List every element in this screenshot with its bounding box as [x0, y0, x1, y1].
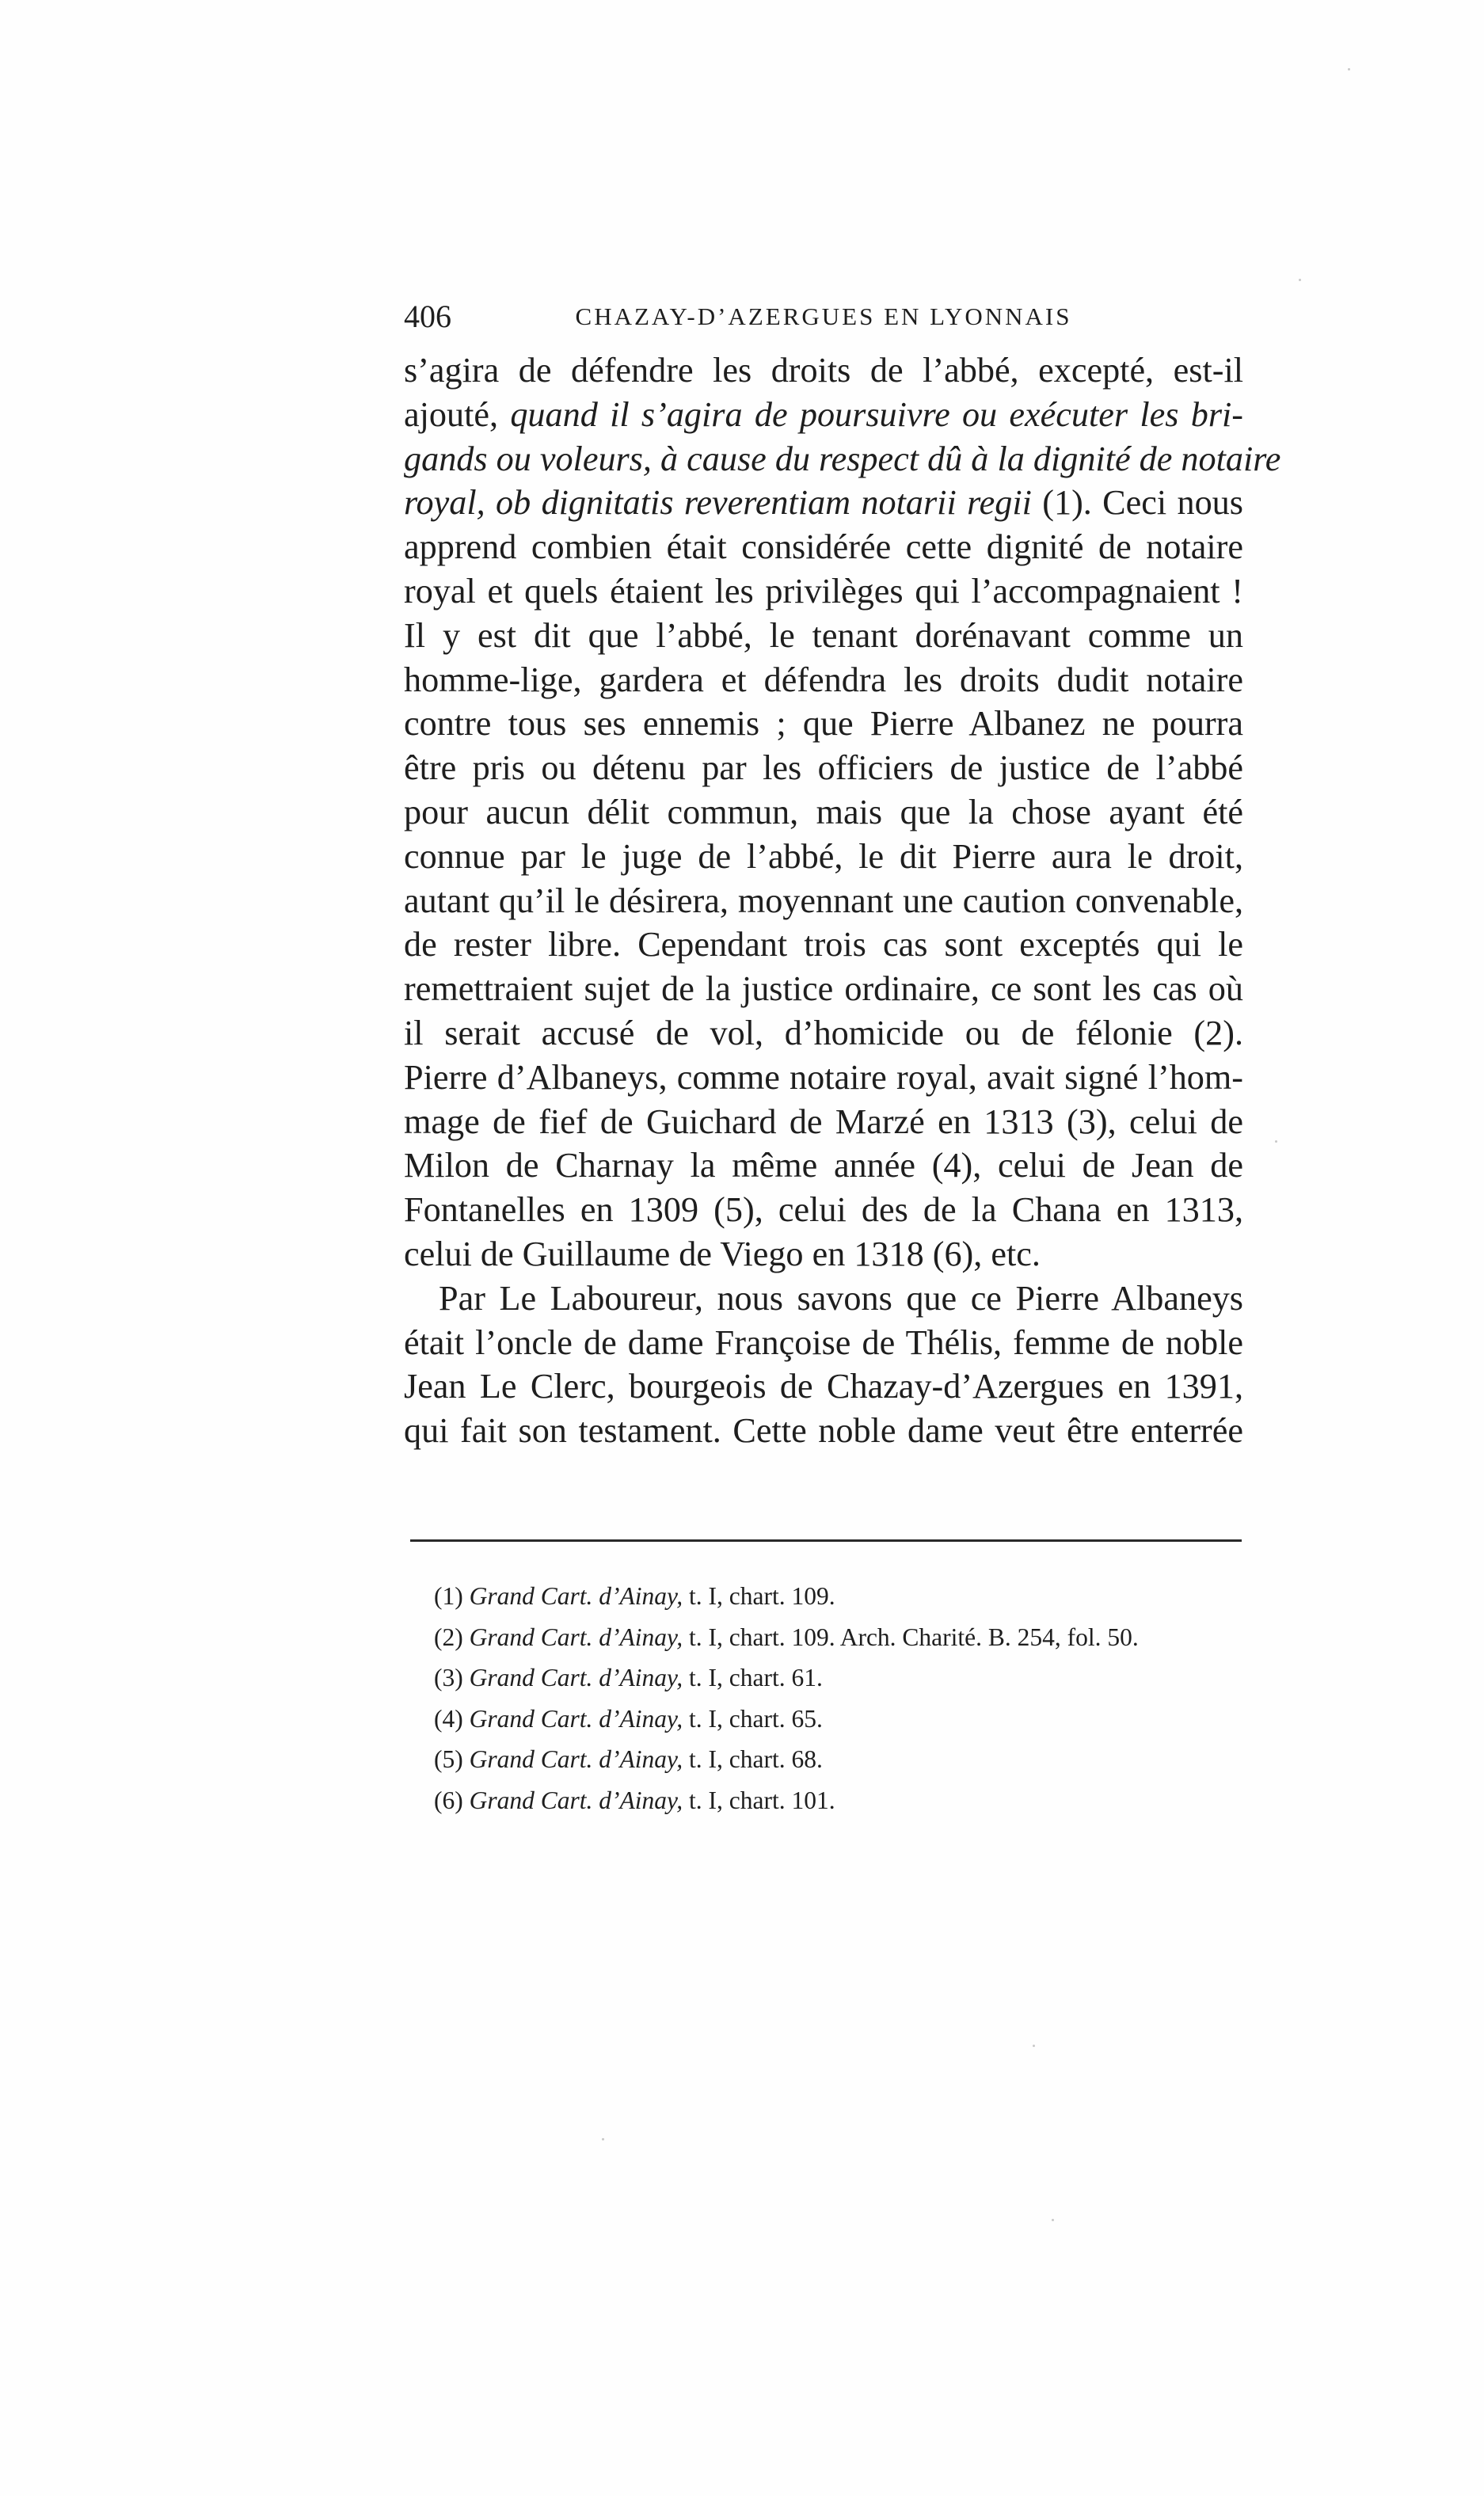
text-line	[404, 1188, 1243, 1232]
running-head	[404, 293, 1243, 341]
body-text	[404, 348, 1281, 1453]
footnote-reference: t. I, chart. 65.	[683, 1704, 823, 1733]
text-run: pour aucun délit commun, mais que la chose ayant été	[404, 792, 1243, 831]
footnote-source: Grand Cart. d’Ainay,	[469, 1623, 683, 1651]
text-line	[404, 702, 1243, 746]
text-run: était l’oncle de dame Françoise de Thélis, femme de noble	[404, 1322, 1243, 1362]
text-run: de rester libre. Cependant trois cas sont exceptés qui le	[404, 925, 1243, 965]
text-run: (1). Ceci nous	[1031, 483, 1243, 523]
footnote-reference: t. I, chart. 68.	[683, 1745, 823, 1773]
text-line	[404, 1277, 1243, 1321]
text-line	[404, 1409, 1243, 1453]
text-line	[404, 569, 1243, 614]
text-line	[404, 1056, 1243, 1100]
text-line	[404, 790, 1243, 835]
text-run: ajouté,	[404, 394, 511, 434]
text-line	[404, 658, 1243, 702]
text-line	[404, 348, 1243, 393]
text-line	[404, 393, 1243, 437]
footnote-rule	[410, 1539, 1242, 1542]
footnote	[434, 1699, 1250, 1740]
text-run: Pierre d’Albaneys, comme notaire royal, avait signé l’hom-	[404, 1057, 1243, 1097]
footnote-reference: t. I, chart. 101.	[683, 1786, 835, 1814]
footnote	[434, 1576, 1250, 1617]
text-line	[404, 1321, 1243, 1365]
text-run: apprend combien était considérée cette dignité de notaire	[404, 527, 1243, 567]
text-run: être pris ou détenu par les officiers de justice de l’abbé	[404, 748, 1243, 788]
footnote	[434, 1617, 1250, 1658]
italic-text: gands ou voleurs, à cause du respect dû à la dignité de notaire	[404, 439, 1281, 478]
footnote-source: Grand Cart. d’Ainay,	[469, 1664, 683, 1691]
text-line	[404, 1100, 1243, 1144]
text-run: connue par le juge de l’abbé, le dit Pierre aura le droit,	[404, 836, 1243, 876]
text-line	[404, 967, 1243, 1011]
page-number: 406	[404, 299, 451, 334]
text-line	[404, 525, 1243, 569]
text-line	[404, 437, 1281, 481]
text-line	[404, 1011, 1243, 1056]
text-run: autant qu’il le désirera, moyennant une caution convenable,	[404, 881, 1243, 920]
text-line	[404, 1364, 1243, 1409]
footnote-source: Grand Cart. d’Ainay,	[469, 1704, 683, 1733]
text-line	[404, 1232, 1243, 1277]
text-line	[404, 746, 1243, 790]
footnote-source: Grand Cart. d’Ainay,	[469, 1745, 683, 1773]
text-run: Milon de Charnay la même année (4), celui de Jean de	[404, 1146, 1243, 1185]
footnote-mark: (2)	[434, 1623, 463, 1651]
text-run: contre tous ses ennemis ; que Pierre Albanez ne pourra	[404, 704, 1243, 744]
text-line	[404, 481, 1243, 525]
footnote	[434, 1780, 1250, 1821]
footnote-mark: (1)	[434, 1582, 463, 1610]
text-line	[404, 1143, 1243, 1188]
text-run: celui de Guillaume de Viego en 1318 (6), etc.	[404, 1234, 1041, 1273]
paragraph-1	[404, 348, 1281, 1277]
text-run: remettraient sujet de la justice ordinaire, ce sont les cas où	[404, 969, 1243, 1009]
text-run: Il y est dit que l’abbé, le tenant dorénavant comme un	[404, 615, 1243, 655]
text-run: Fontanelles en 1309 (5), celui des de la Chana en 1313,	[404, 1190, 1243, 1230]
text-run: royal et quels étaient les privilèges qui l’accompagnaient !	[404, 571, 1243, 611]
footnote-source: Grand Cart. d’Ainay,	[469, 1582, 683, 1610]
footnote-mark: (6)	[434, 1786, 463, 1814]
footnote-reference: t. I, chart. 109. Arch. Charité. B. 254, fol. 50.	[683, 1623, 1139, 1651]
text-run: Par Le Laboureur, nous savons que ce Pierre Albaneys	[439, 1278, 1243, 1318]
footnote-mark: (4)	[434, 1704, 463, 1733]
italic-text: quand il s’agira de poursuivre ou exécuter les bri-	[510, 394, 1244, 434]
text-run: mage de fief de Guichard de Marzé en 1313 (3), celui de	[404, 1102, 1243, 1141]
text-line	[404, 923, 1243, 967]
running-title: CHAZAY-D’AZERGUES EN LYONNAIS	[575, 302, 1072, 330]
footnote-reference: t. I, chart. 61.	[683, 1664, 823, 1691]
footnote-source: Grand Cart. d’Ainay,	[469, 1786, 683, 1814]
text-run: qui fait son testament. Cette noble dame veut être enterrée	[404, 1411, 1243, 1451]
text-run: homme-lige, gardera et défendra les droits dudit notaire	[404, 660, 1243, 699]
footnote-reference: t. I, chart. 109.	[683, 1582, 835, 1610]
text-run: Jean Le Clerc, bourgeois de Chazay-d’Azergues en 1391,	[404, 1367, 1243, 1406]
text-run: il serait accusé de vol, d’homicide ou de félonie (2).	[404, 1013, 1243, 1052]
footnote-mark: (3)	[434, 1664, 463, 1691]
paragraph-2	[404, 1277, 1243, 1453]
italic-text: royal, ob dignitatis reverentiam notarii regii	[404, 483, 1032, 523]
footnote	[434, 1657, 1250, 1699]
text-run: s’agira de défendre les droits de l’abbé, excepté, est-il	[404, 351, 1243, 390]
footnotes	[434, 1576, 1250, 1821]
text-line	[404, 835, 1243, 879]
footnote-mark: (5)	[434, 1745, 463, 1773]
footnote	[434, 1739, 1250, 1780]
text-line	[404, 879, 1243, 923]
text-line	[404, 614, 1243, 658]
